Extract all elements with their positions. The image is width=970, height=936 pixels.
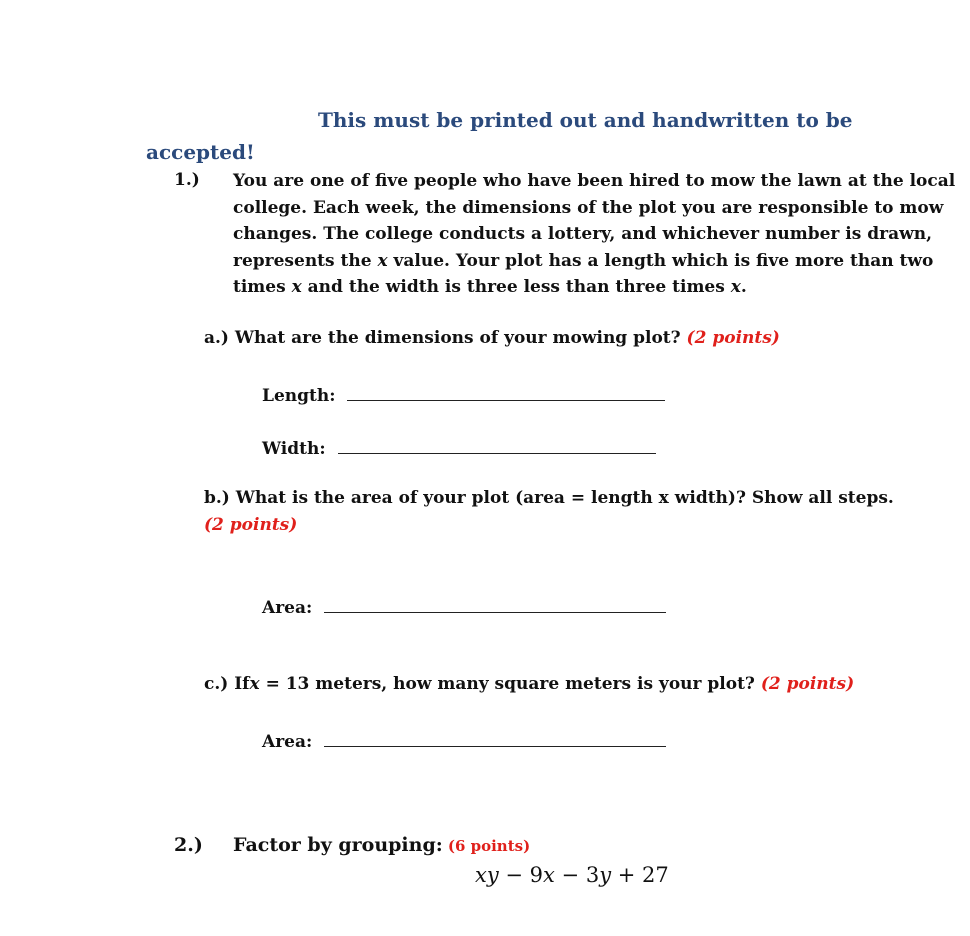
question-1-line-4: represents the x value. Your plot has a length which is five more than two [233, 250, 934, 271]
part-c-points: (2 points) [760, 674, 855, 694]
width-label: Width: [262, 439, 326, 459]
question-1-line-3: changes. The college conducts a lottery, and whichever number is drawn, [233, 224, 933, 244]
part-c-variable: x [249, 674, 260, 694]
width-answer-line[interactable] [338, 435, 656, 454]
part-a-prompt: a.) What are the dimensions of your mowing plot? [204, 328, 681, 348]
question-2-prompt: Factor by grouping: [233, 834, 443, 856]
question-2-number: 2.) [174, 834, 203, 856]
part-c-prompt-row [204, 674, 854, 694]
question-1-line-5: times x and the width is three less than three times x. [233, 277, 747, 297]
question-1-line-1: You are one of five people who have been hired to mow the lawn at the local [233, 171, 956, 191]
part-b-prompt: b.) What is the area of your plot (area = length x width)? Show all steps. [204, 488, 894, 508]
question-1-text [233, 168, 968, 301]
factor-expression: xy − 9x − 3y + 27 [475, 863, 669, 887]
part-c-prompt-post: = 13 meters, how many square meters is your plot? [265, 674, 755, 694]
part-a-points: (2 points) [686, 328, 780, 348]
question-2-points: (6 points) [447, 837, 531, 855]
part-c-prompt-pre: c.) If [204, 674, 250, 694]
area-b-row [262, 594, 666, 618]
header-line-2: accepted! [146, 140, 255, 164]
length-row [262, 382, 665, 406]
question-2-prompt-row [233, 834, 530, 856]
area-b-label: Area: [262, 598, 313, 618]
width-row [262, 435, 656, 459]
question-1-line-2: college. Each week, the dimensions of the plot you are responsible to mow [233, 197, 944, 218]
area-c-answer-line[interactable] [324, 728, 666, 747]
area-c-label: Area: [262, 732, 313, 752]
header-line-1: This must be printed out and handwritten to be [318, 108, 853, 132]
question-1-number: 1.) [174, 170, 200, 190]
length-label: Length: [262, 386, 336, 406]
area-b-answer-line[interactable] [324, 594, 666, 613]
area-c-row [262, 728, 666, 752]
part-a-prompt-row [204, 328, 780, 348]
length-answer-line[interactable] [347, 382, 665, 401]
part-b-points: (2 points) [204, 515, 298, 535]
